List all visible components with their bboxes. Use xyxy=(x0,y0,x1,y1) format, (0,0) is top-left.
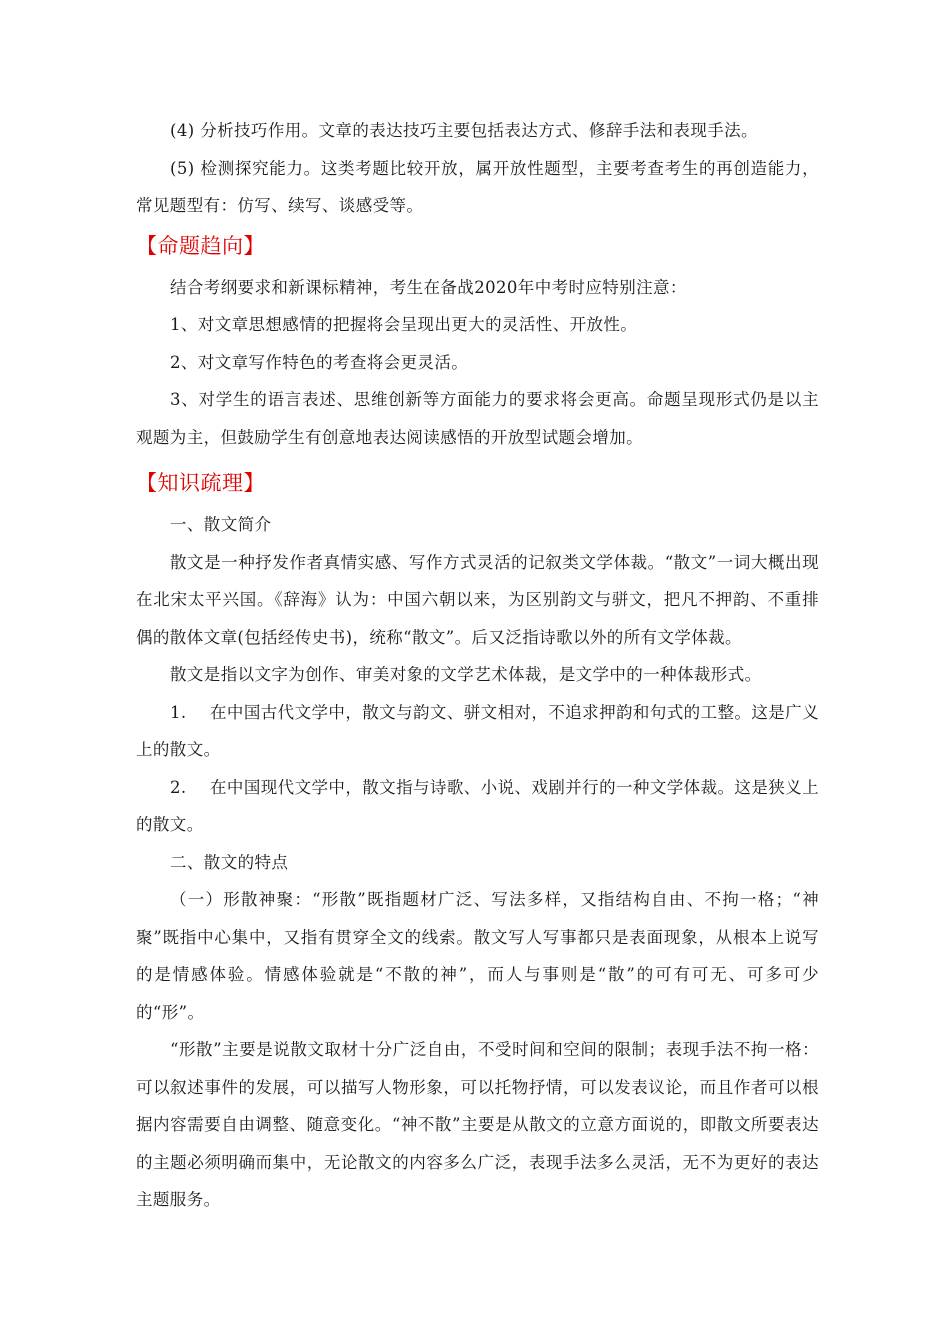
list-item xyxy=(136,694,819,769)
document-body xyxy=(136,112,819,1219)
paragraph-form-explanation: “形散”主要是说散文取材十分广泛自由，不受时间和空间的限制；表现手法不拘一格：可以叙述事件的发展，可以描写人物形象，可以托物抒情，可以发表议论，而且作者可以根据内容需要自由调整、随意变化。“神不散”主要是从散文的立意方面说的，即散文所要表达的主题必须明确而集中，无论散文的内容多么广泛，表现手法多么灵活，无不为更好的表达主题服务。 xyxy=(136,1040,819,1209)
paragraph-trend-2: 2、对文章写作特色的考查将会更灵活。 xyxy=(170,352,469,372)
section-heading-trend: 【命题趋向】 xyxy=(136,233,265,258)
paragraph-trend-intro: 结合考纲要求和新课标精神，考生在备战2020年中考时应特别注意： xyxy=(170,277,687,297)
list-item xyxy=(136,769,819,844)
list-item-number: 2. xyxy=(170,777,187,797)
paragraph-analyze-technique: (4) 分析技巧作用。文章的表达技巧主要包括表达方式、修辞手法和表现手法。 xyxy=(170,121,758,140)
list-item-number: 1. xyxy=(170,702,187,722)
paragraph-form-scattered: （一）形散神聚：“形散”既指题材广泛、写法多样，又指结构自由、不拘一格；“神聚”既指中心集中，又指有贯穿全文的线索。散文写人写事都只是表面现象，从根本上说写的是情感体验。情感体验就是“不散的神”，而人与事则是“散”的可有可无、可多可少的“形”。 xyxy=(136,890,819,1022)
subheading-prose-intro: 一、散文简介 xyxy=(170,515,272,534)
list-item-text: 在中国古代文学中，散文与韵文、骈文相对，不追求押韵和句式的工整。这是广义上的散文。 xyxy=(136,702,819,759)
paragraph-trend-1: 1、对文章思想感情的把握将会呈现出更大的灵活性、开放性。 xyxy=(170,315,638,334)
paragraph-prose-definition: 散文是一种抒发作者真情实感、写作方式灵活的记叙类文学体裁。“散文”一词大概出现在北宋太平兴国。《辞海》认为：中国六朝以来，为区别韵文与骈文，把凡不押韵、不重排偶的散体文章(包括经传史书)，统称“散文”。后又泛指诗歌以外的所有文学体裁。 xyxy=(136,552,819,647)
paragraph-prose-art-form: 散文是指以文字为创作、审美对象的文学艺术体裁，是文学中的一种体裁形式。 xyxy=(170,665,762,684)
list-item-text: 在中国现代文学中，散文指与诗歌、小说、戏剧并行的一种文学体裁。这是狭义上的散文。 xyxy=(136,777,819,834)
paragraph-explore-ability: (5) 检测探究能力。这类考题比较开放，属开放性题型，主要考查考生的再创造能力，常见题型有：仿写、续写、谈感受等。 xyxy=(136,158,819,215)
section-heading-knowledge: 【知识疏理】 xyxy=(136,471,265,495)
subheading-prose-features: 二、散文的特点 xyxy=(170,852,289,872)
paragraph-trend-3: 3、对学生的语言表述、思维创新等方面能力的要求将会更高。命题呈现形式仍是以主观题为主，但鼓励学生有创意地表达阅读感悟的开放型试题会增加。 xyxy=(136,390,819,447)
